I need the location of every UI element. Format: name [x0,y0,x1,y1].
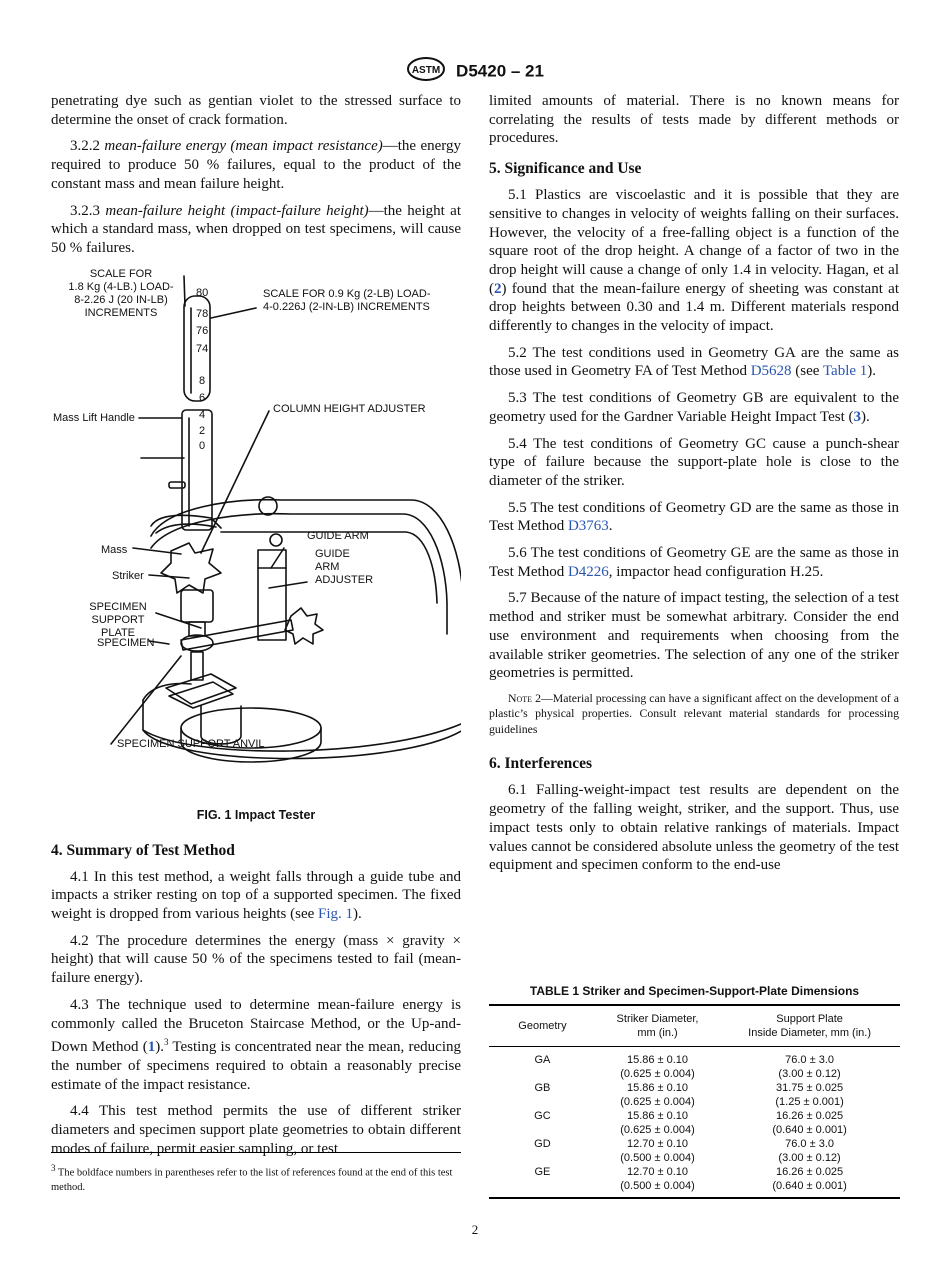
upper-scale-mark: 78 [196,307,209,320]
dimensions-table [489,1004,900,1199]
d5628-link[interactable]: D5628 [750,363,792,380]
striker-in: (0.500 ± 0.004) [620,1180,695,1192]
table-row [489,1047,900,1082]
paragraph-text: , impactor head configuration H.25. [608,563,824,580]
label-scale-right: SCALE FOR 0.9 Kg (2-LB) LOAD- 4-0.226J (2-IN-LB) INCREMENTS [263,287,431,313]
footnote-text: The boldface numbers in parentheses refer to the list of references found at the end of this test method. [51,1167,453,1193]
striker-in: (0.500 ± 0.004) [620,1152,695,1164]
reference-3-link[interactable]: 3 [853,408,862,425]
paragraph-5-4: 5.4 The test conditions of Geometry GC cause a punch-shear type of failure because the support-plate hole is close to the diameter of the striker. [489,435,899,489]
paragraph-4-2: 4.2 The procedure determines the energy (mass × gravity × height) that will cause 50 % of the specimens tested to fail (mean-failure energy). [51,932,461,987]
definition-number: 3.2.3 [70,202,100,219]
definition-text: —the energy required to produce 50 % failures, equal to the product of the constant mass and mean failure height. [51,138,462,192]
label-specimen-support-anvil: SPECIMEN SUPPORT ANVIL [117,737,265,750]
striker-in: (0.625 ± 0.004) [620,1068,695,1080]
paragraph-text: ). [861,408,870,425]
table-row [489,1137,900,1165]
geometry-cell: GC [534,1110,551,1122]
paragraph-text: 5.5 The test conditions of Geometry GD are the same as those in Test Method [489,499,899,535]
striker-mm: 15.86 ± 0.10 [626,1054,689,1066]
standard-designation: D5420 – 21 [456,61,544,81]
plate-cell [719,1165,900,1198]
lower-scale-mark: 4 [199,408,206,421]
lower-scale-mark: 8 [199,374,206,387]
paragraph-text: 5.2 The test conditions used in Geometry GA are the same as those used in Geometry FA of Test Method [489,344,899,380]
paragraph-text: . [608,518,613,535]
paragraph-text: ). [353,906,362,923]
upper-scale-mark: 80 [196,286,209,299]
header-support-plate: Support Plate Inside Diameter, mm (in.) [748,1013,872,1039]
paragraph-text: ). [867,363,877,380]
plate-in: (1.25 ± 0.001) [775,1096,844,1108]
geometry-cell: GE [534,1166,551,1178]
plate-cell [719,1047,900,1082]
section-6-heading: 6. Interferences [489,755,593,773]
paragraph-5-3 [489,389,899,426]
note-label: Note 2 [508,690,541,705]
paragraph-5-1 [489,186,899,336]
striker-mm: 15.86 ± 0.10 [626,1110,689,1122]
upper-scale-mark: 74 [196,342,209,355]
impact-tester-figure [51,268,461,808]
paragraph-4-1 [51,868,461,924]
label-guide-arm-adjuster: GUIDE ARM ADJUSTER [315,547,374,586]
page-number: 2 [471,1222,479,1237]
column-adjuster-knob [161,543,221,593]
footnote-number: 3 [51,1163,56,1173]
footnote [51,1152,461,1195]
plate-in: (0.640 ± 0.001) [772,1180,847,1192]
frame-arch [151,499,461,627]
paragraph-continued: limited amounts of material. There is no known means for correlating the results of tests made by different methods or procedures. [489,93,899,147]
striker-in: (0.625 ± 0.004) [620,1124,695,1136]
plate-cell [719,1137,900,1165]
paragraph-4-4: 4.4 This test method permits the use of different striker diameters and specimen support plate geometries to obtain different modes of failure, permit easier sampling, or test [51,1103,461,1157]
d3763-link[interactable]: D3763 [567,518,609,535]
header-striker-diameter: Striker Diameter, mm (in.) [616,1013,699,1039]
paragraph-text: 5.6 The test conditions of Geometry GE are the same as those in Test Method [489,545,899,580]
striker-cell [596,1165,719,1198]
table-row [489,1109,900,1137]
reference-1-link[interactable]: 1 [147,1039,156,1056]
paragraph-continued: penetrating dye such as gentian violet to the stressed surface to determine the onset of crack formation. [51,93,461,128]
footnote-marker: 3 [163,1037,169,1048]
paragraph-text: 4.1 In this test method, a weight falls through a guide tube and impacts a striker resting on top of a supported specimen. The fixed weight is dropped from various heights (see [51,868,461,923]
striker-cell [596,1081,719,1109]
guide-arm-adjuster-knob [285,608,323,644]
column [258,550,286,640]
striker-cell [596,1047,719,1082]
mass-block [181,590,213,622]
label-specimen: SPECIMEN [97,636,155,649]
paragraph-5-2 [489,344,899,381]
geometry-cell: GA [534,1054,551,1066]
table-row [489,1081,900,1109]
striker-cell [596,1109,719,1137]
striker-in: (0.625 ± 0.004) [620,1096,695,1108]
paragraph-4-3: 4.3 The technique used to determine mean-failure energy is commonly called the Bruceton Staircase Method, or the Up-and-Down Method (1).$^3$ Testing is concentrated near the mean, reducing the number of specimens required to obtain a reasonably precise estimate of the impact resistance. [51,996,461,1093]
d4226-link[interactable]: D4226 [567,563,609,580]
paragraph-5-7: 5.7 Because of the nature of impact testing, the selection of a test method and striker must be somewhat arbitrary. Consider the end use environment and requirements when choosing from the available striker geometries. The selection of any one of the striker geometries is permitted. [489,590,899,682]
definition-text: —the height at which a standard mass, when dropped on test specimens, will cause 50 % failures. [51,202,461,256]
definition-number: 3.2.2 [70,138,100,155]
striker-cell [596,1137,719,1165]
lower-scale-mark: 0 [199,439,206,452]
page-header [0,56,950,87]
definition-3-2-2 [51,137,461,193]
table-1 [489,984,900,1199]
table-header-row [489,1005,900,1047]
paragraph-text: 5.1 Plastics are viscoelastic and it is possible that they are sensitive to changes in velocity of weights falling on their surfaces. However, the velocity of a free-falling object is a function of the square root of the drop height. A change of a factor of two in the drop height will cause a change of only 1.4 in velocity. Hagan, et al ( [489,187,899,297]
figure-caption: FIG. 1 Impact Tester [196,807,316,822]
definition-3-2-3 [51,202,461,258]
astm-logo-text: ASTM [411,65,441,76]
plate-cell [719,1109,900,1137]
lower-scale-mark: 2 [199,424,206,437]
header-geometry: Geometry [518,1020,567,1032]
plate-mm: 16.26 ± 0.025 [775,1110,844,1122]
label-mass: Mass [101,543,128,556]
plate-cell [719,1081,900,1109]
label-column-adjuster: COLUMN HEIGHT ADJUSTER [273,402,426,415]
label-scale-left: SCALE FOR 1.8 Kg (4-LB.) LOAD- 8-2.26 J (20 IN-LB) INCREMENTS [68,267,174,319]
table-1-link[interactable]: Table 1 [822,363,868,380]
label-specimen-support-plate: SPECIMEN SUPPORT PLATE [89,600,147,639]
astm-logo-icon [406,56,446,87]
upper-scale-mark: 76 [196,324,209,337]
table-title: TABLE 1 Striker and Specimen-Support-Plate Dimensions [529,984,860,998]
definition-term: mean-failure energy (mean impact resistance) [104,138,383,155]
plate-in: (3.00 ± 0.12) [778,1068,841,1080]
table-row [489,1165,900,1198]
note-text: —Material processing can have a significant affect on the development of a plastic’s physical properties. Consult relevant material standards for processing guidelines [489,690,900,736]
plate-mm: 16.26 ± 0.025 [775,1166,844,1178]
paragraph-text: Testing is concentrated near the mean, reducing the number of specimens required to obtain a reasonably precise estimate of the impact resistance. [51,1039,461,1093]
plate-mm: 31.75 ± 0.025 [775,1082,844,1094]
paragraph-text: 4.3 The technique used to determine mean-failure energy is commonly called the Bruceton Staircase Method, or the Up-and-Down Method ( [51,996,461,1056]
paragraph-text: 5.3 The test conditions of Geometry GB are equivalent to the geometry used for the Gardner Variable Height Impact Test ( [489,390,899,425]
label-guide-arm: GUIDE ARM [307,529,369,542]
geometry-cell: GB [534,1082,551,1094]
section-5-heading: 5. Significance and Use [489,160,642,178]
paragraph-5-5 [489,499,899,536]
reference-2-link[interactable]: 2 [494,280,502,297]
left-column [51,92,461,1166]
label-mass-lift-handle: Mass Lift Handle [53,411,135,424]
note-2 [489,691,899,738]
striker-mm: 12.70 ± 0.10 [626,1166,689,1178]
paragraph-6-1: 6.1 Falling-weight-impact test results are dependent on the geometry of the falling weight, striker, and the support. Thus, use impact tests only to obtain relative rankings of materials. Impact values cannot be considered absolute unless the geometry of the test equipment and specimen conform to the end-use [489,782,899,874]
striker-mm: 12.70 ± 0.10 [626,1138,689,1150]
paragraph-text: ) found that the mean-failure energy of sheeting was constant at drop heights between 0.30 and 1.4 m. Different materials respond differently to changes in the velocity of impact. [489,280,899,335]
lower-scale-mark: 6 [199,391,206,404]
geometry-cell: GD [534,1138,551,1150]
paragraph-text: (see [791,363,823,380]
plate-mm: 76.0 ± 3.0 [785,1054,834,1066]
plate-in: (3.00 ± 0.12) [778,1152,841,1164]
definition-term: mean-failure height (impact-failure height) [105,202,369,219]
label-striker: Striker [112,569,144,582]
striker-mm: 15.86 ± 0.10 [626,1082,689,1094]
plate-in: (0.640 ± 0.001) [772,1124,847,1136]
section-4-heading: 4. Summary of Test Method [51,841,235,859]
fig-1-link[interactable]: Fig. 1 [318,906,354,923]
right-column [489,92,899,883]
paragraph-5-6 [489,544,899,581]
plate-mm: 76.0 ± 3.0 [785,1138,834,1150]
impact-tester-drawing [51,268,461,808]
